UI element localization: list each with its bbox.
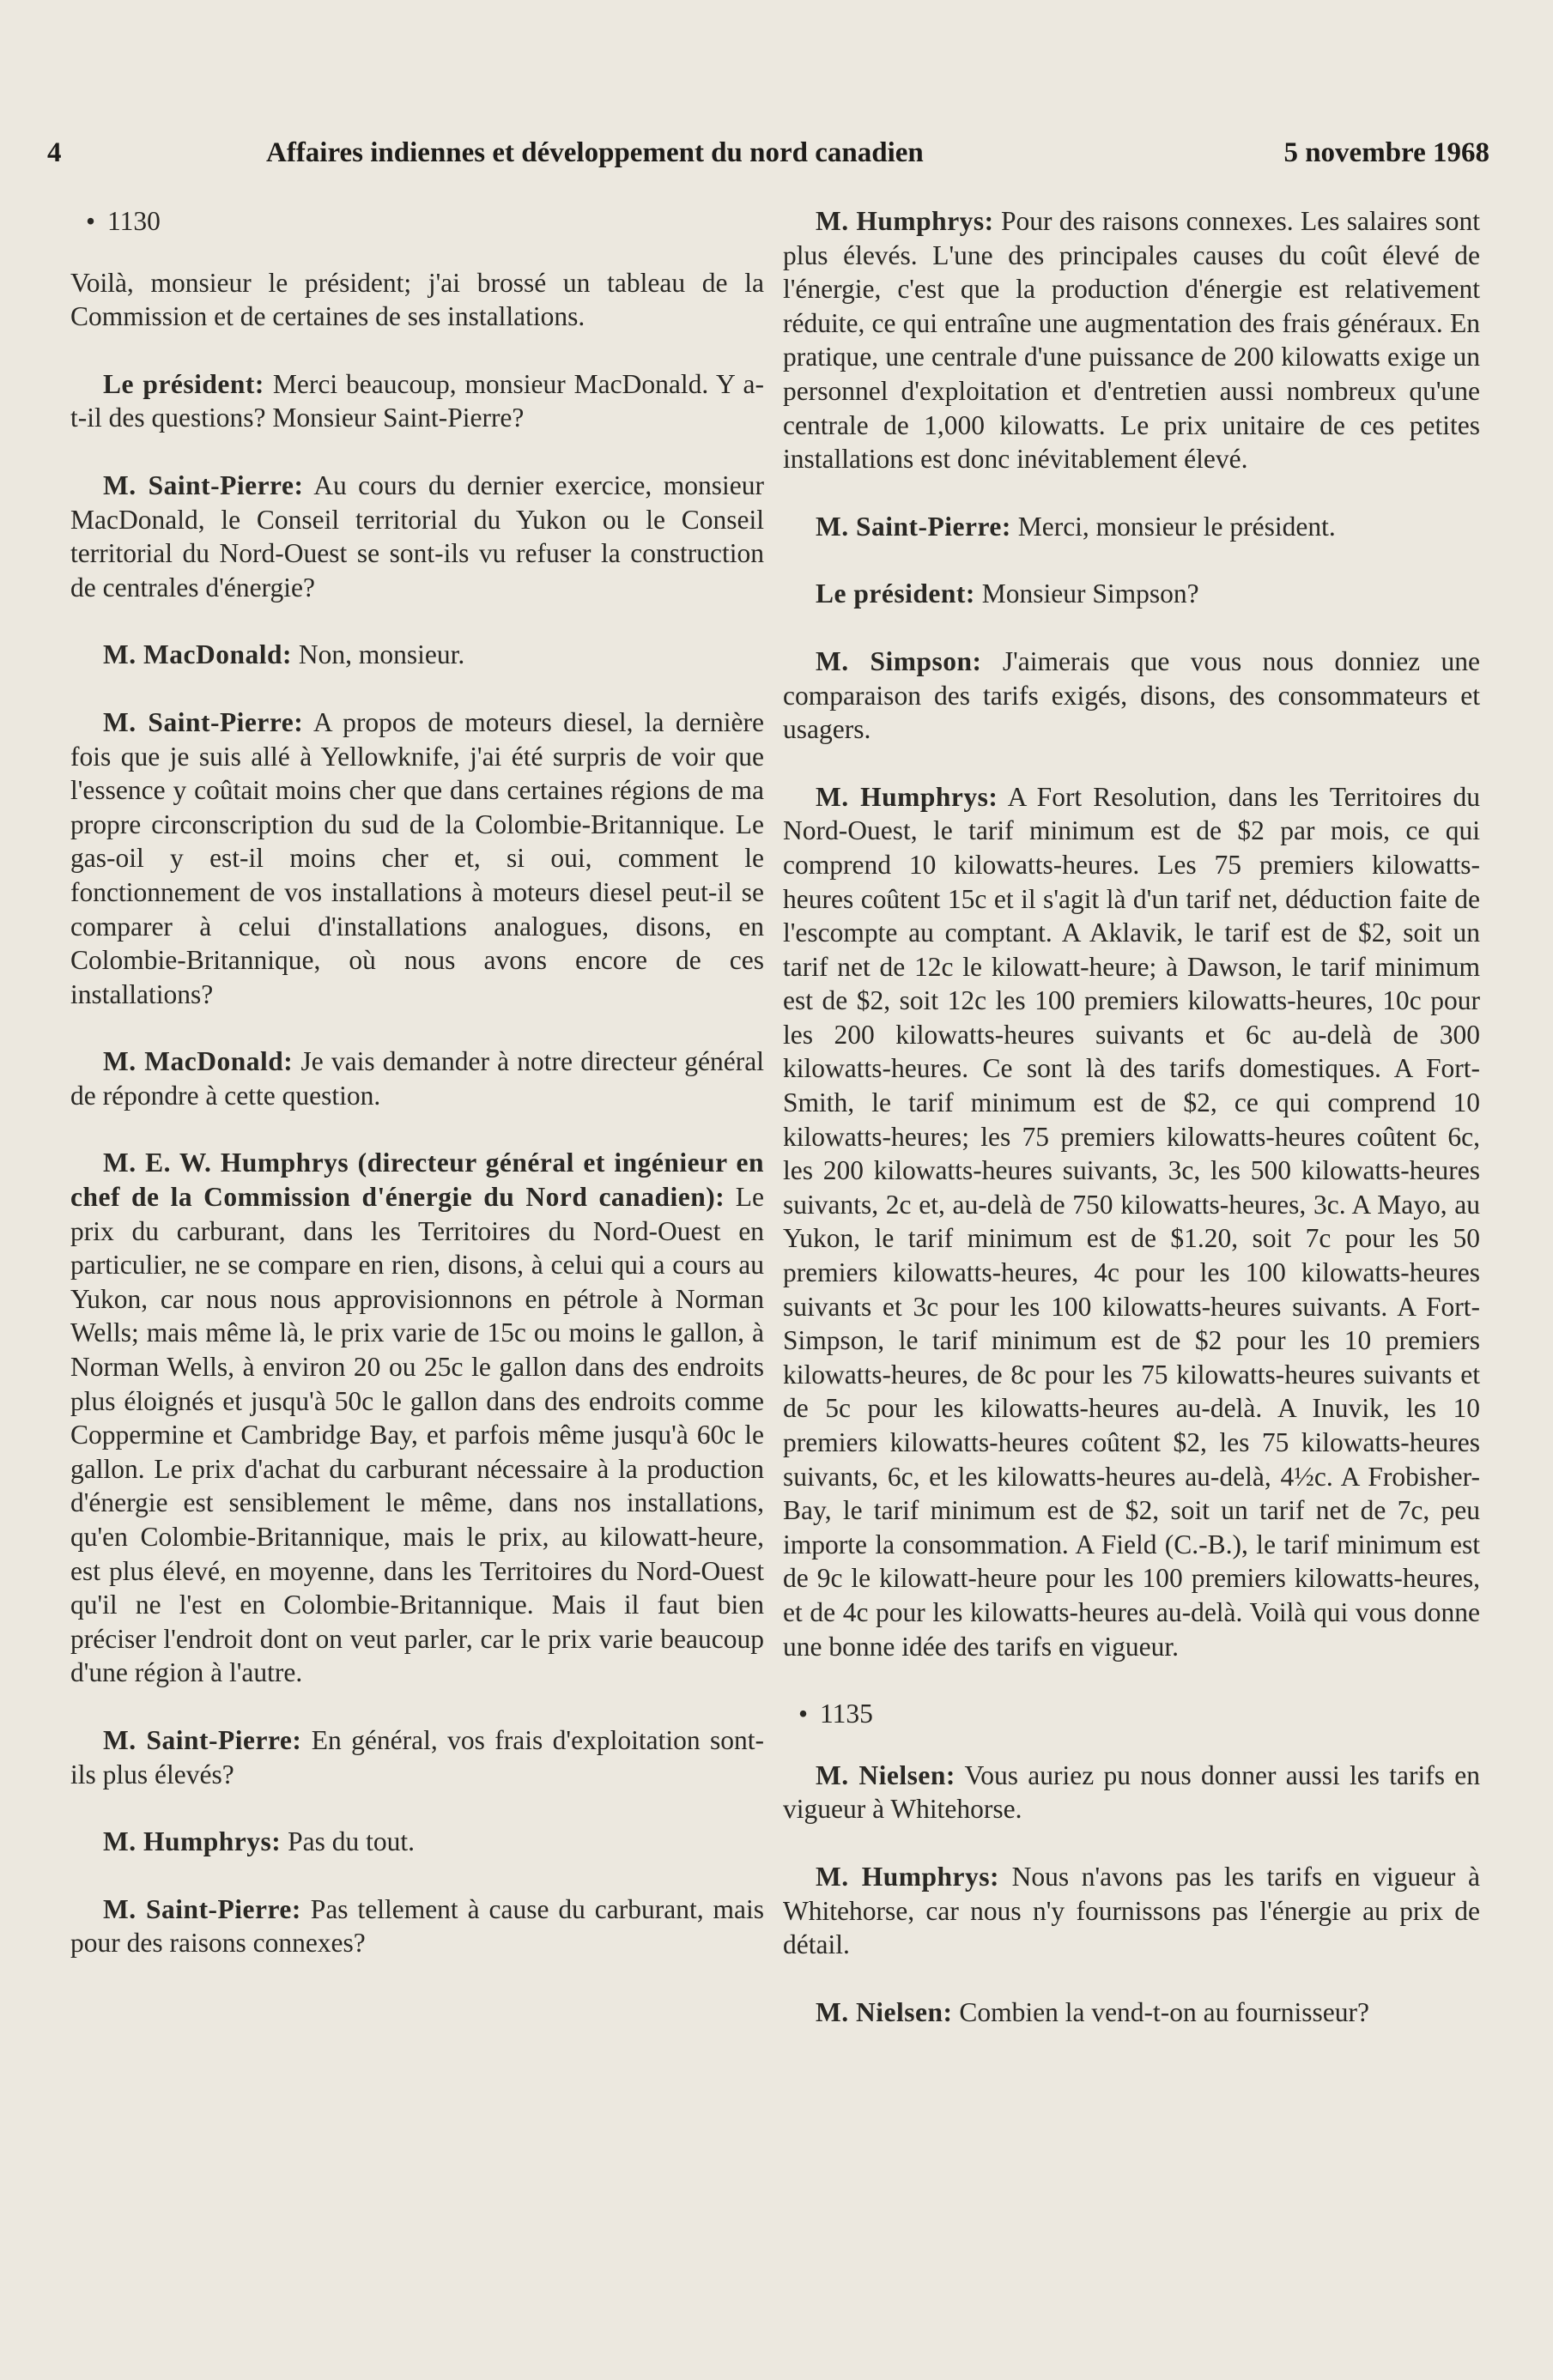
time-marker-text: 1130 bbox=[107, 206, 161, 236]
transcript-paragraph bbox=[783, 204, 1480, 476]
speaker-name: M. Simpson: bbox=[816, 645, 982, 676]
paragraph-text: Pas tellement à cause du carburant, mais pour des raisons connexes? bbox=[70, 1893, 765, 1959]
speaker-name: M. Saint-Pierre: bbox=[103, 1724, 302, 1755]
paragraph-text: Voilà, monsieur le président; j'ai brossé un tableau de la Commission et de certaines de ses installations. bbox=[70, 267, 764, 332]
transcript-paragraph bbox=[70, 266, 764, 334]
paragraph-text: Merci beaucoup, monsieur MacDonald. Y a-t-il des questions? Monsieur Saint-Pierre? bbox=[70, 368, 764, 433]
speaker-name: M. Humphrys: bbox=[816, 1861, 999, 1892]
speaker-name: M. Humphrys: bbox=[816, 206, 994, 236]
paragraph-text: Merci, monsieur le président. bbox=[1010, 511, 1336, 542]
paragraph-text: A Fort Resolution, dans les Territoires du Nord-Ouest, le tarif minimum est de $2 par mois, ce qui comprend 10 kilowatts-heures. Les 75 premiers kilowatts-heures coûtent 15c et il s'agit là d'un tarif net, déduction faite de l'escompte au comptant. A Aklavik, le tarif est de $2, soit un tarif net de 12c le kilowatt-heure; à Dawson, le tarif minimum est de $2, soit 12c les 100 premiers kilowatts-heures, 10c pour les 200 kilowatts-heures suivants et 6c au-delà de 300 kilowatts-heures. Ce sont là des tarifs domestiques. A Fort-Smith, le tarif minimum est de $2, ce qui comprend 10 kilowatts-heures; les 75 premiers kilowatts-heures coûtent 6c, les 200 kilowatts-heures suivants, 3c, les 500 kilowatts-heures suivants, 2c et, au-delà de 750 kilowatts-heures, 3c. A Mayo, au Yukon, le tarif minimum est de $1.20, soit 7c pour les 50 premiers kilowatts-heures, 4c pour les 100 kilowatts-heures suivants et 3c pour les 100 kilowatts-heures suivants. A Fort-Simpson, le tarif minimum est de $2 pour les 10 premiers kilowatts-heures, de 8c pour les 75 kilowatts-heures suivants et de 5c pour les kilowatts-heures au-delà. A Inuvik, les 10 premiers kilowatts-heures coûtent $2, les 75 kilowatts-heures suivants, 6c, et les kilowatts-heures au-delà, 4½c. A Frobisher-Bay, le tarif minimum est de $2, soit un tarif net de 7c, peu importe la consommation. A Field (C.-B.), le tarif minimum est de 9c le kilowatt-heure pour les 100 premiers kilowatts-heures, et de 4c pour les kilowatts-heures au-delà. Voilà qui vous donne une bonne idée des tarifs en vigueur. bbox=[783, 781, 1480, 1662]
page-number: 4 bbox=[47, 137, 62, 168]
speaker-name: M. Humphrys: bbox=[816, 781, 998, 812]
paragraph-text: Le prix du carburant, dans les Territoires du Nord-Ouest en particulier, ne se compare en rien, disons, à celui qui a cours au Yukon, car nous nous approvisionnons en pétrole à Norman Wells; mais même là, le prix varie de 15c ou moins le gallon, à Norman Wells, à environ 20 ou 25c le gallon dans des endroits plus éloignés et jusqu'à 50c le gallon dans des endroits comme Coppermine et Cambridge Bay, et parfois même jusqu'à 60c le gallon. Le prix d'achat du carburant nécessaire à la production d'énergie est sensiblement le même, dans nos installations, qu'en Colombie-Britannique, mais le prix, au kilowatt-heure, est plus élevé, en moyenne, dans les Territoires du Nord-Ouest qu'il ne l'est en Colombie-Britannique. Mais il faut bien préciser l'endroit dont on veut parler, car le prix varie beaucoup d'une région à l'autre. bbox=[70, 1182, 764, 1688]
transcript-paragraph bbox=[70, 367, 764, 435]
transcript-paragraph bbox=[70, 1825, 764, 1859]
transcript-paragraph bbox=[783, 577, 1480, 611]
bullet-icon: • bbox=[86, 206, 96, 236]
paragraph-text: J'aimerais que vous nous donniez une comparaison des tarifs exigés, disons, des consommateurs et usagers. bbox=[783, 645, 1480, 745]
paragraph-text: Pour des raisons connexes. Les salaires sont plus élevés. L'une des principales causes du coût élevé de l'énergie, c'est que la production d'énergie est relativement réduite, ce qui entraîne une augmentation des frais généraux. En pratique, une centrale d'une puissance de 200 kilowatts exige un personnel d'exploitation et d'entretien aussi nombreux qu'une centrale de 1,000 kilowatts. Le prix unitaire de ces petites installations est donc inévitablement élevé. bbox=[783, 206, 1480, 475]
paragraph-text: Au cours du dernier exercice, monsieur MacDonald, le Conseil territorial du Yukon ou le Conseil territorial du Nord-Ouest se sont-ils vu refuser la construction de centrales d'énergie? bbox=[70, 469, 764, 603]
speaker-name: M. Saint-Pierre: bbox=[103, 469, 304, 500]
paragraph-text: Combien la vend-t-on au fournisseur? bbox=[952, 1996, 1369, 2027]
speaker-name: M. E. W. Humphrys (directeur général et ingénieur en chef de la Commission d'énergie du Nord canadien): bbox=[70, 1148, 764, 1213]
paragraph-text: Je vais demander à notre directeur général de répondre à cette question. bbox=[70, 1046, 764, 1111]
transcript-paragraph bbox=[70, 638, 764, 672]
left-column bbox=[70, 204, 764, 1994]
paragraph-text: En général, vos frais d'exploitation sont-ils plus élevés? bbox=[70, 1724, 764, 1790]
transcript-paragraph bbox=[783, 510, 1480, 544]
transcript-paragraph bbox=[70, 706, 764, 1011]
transcript-paragraph bbox=[70, 1146, 764, 1690]
time-marker-text: 1135 bbox=[820, 1699, 873, 1729]
speaker-name: Le président: bbox=[816, 578, 975, 609]
transcript-paragraph bbox=[70, 1723, 764, 1791]
page-header bbox=[47, 137, 1489, 189]
transcript-paragraph bbox=[783, 645, 1480, 747]
speaker-name: M. Nielsen: bbox=[816, 1759, 955, 1790]
paragraph-text: Vous auriez pu nous donner aussi les tarifs en vigueur à Whitehorse. bbox=[783, 1759, 1480, 1825]
paragraph-text: Monsieur Simpson? bbox=[974, 578, 1199, 609]
speaker-name: Le président: bbox=[103, 368, 264, 399]
transcript-paragraph bbox=[70, 1045, 764, 1112]
running-title: Affaires indiennes et développement du nord canadien bbox=[266, 137, 924, 168]
speaker-name: M. Humphrys: bbox=[103, 1826, 282, 1857]
paragraph-text: Nous n'avons pas les tarifs en vigueur à Whitehorse, car nous n'y fournissons pas l'énergie au prix de détail. bbox=[783, 1861, 1480, 1960]
speaker-name: M. Nielsen: bbox=[816, 1996, 953, 2027]
bullet-icon: • bbox=[798, 1699, 809, 1729]
transcript-paragraph bbox=[783, 1860, 1480, 1962]
transcript-paragraph bbox=[70, 1892, 764, 1960]
transcript-paragraph bbox=[783, 1995, 1480, 2030]
paragraph-text: Pas du tout. bbox=[281, 1826, 416, 1857]
speaker-name: M. Saint-Pierre: bbox=[816, 511, 1011, 542]
transcript-paragraph bbox=[783, 780, 1480, 1663]
speaker-name: M. Saint-Pierre: bbox=[103, 706, 304, 737]
speaker-name: M. MacDonald: bbox=[103, 639, 292, 670]
speaker-name: M. MacDonald: bbox=[103, 1046, 294, 1077]
paragraph-text: Non, monsieur. bbox=[291, 639, 465, 670]
page-date: 5 novembre 1968 bbox=[1283, 137, 1489, 168]
transcript-paragraph bbox=[783, 1759, 1480, 1826]
time-marker bbox=[86, 204, 764, 239]
speaker-name: M. Saint-Pierre: bbox=[103, 1893, 301, 1924]
transcript-paragraph bbox=[70, 469, 764, 604]
right-column bbox=[783, 204, 1480, 2062]
paragraph-text: A propos de moteurs diesel, la dernière fois que je suis allé à Yellowknife, j'ai été surpris de voir que l'essence y coûtait moins cher que dans certaines régions de ma propre circonscription du sud de la Colombie-Britannique. Le gas-oil y est-il moins cher et, si oui, comment le fonctionnement de vos installations à moteurs diesel peut-il se comparer à celui d'installations analogues, disons, en Colombie-Britannique, où nous avons encore de ces installations? bbox=[70, 706, 764, 1009]
time-marker bbox=[798, 1697, 1480, 1731]
